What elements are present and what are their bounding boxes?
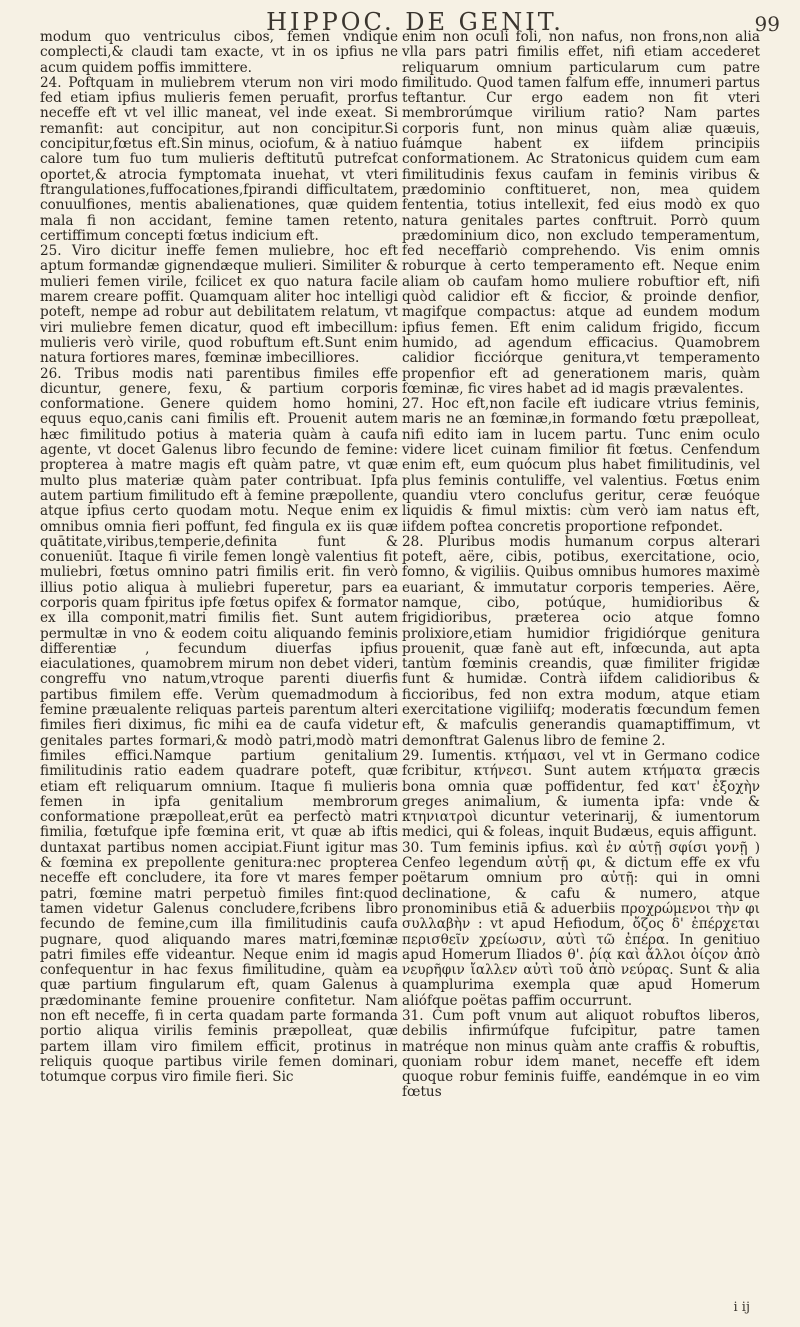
paragraph: 27. Hoc eft,non facile eft iudicare vtrius feminis, maris ne an fœminæ,in formando fœtu præpolleat, nifi edito iam in lucem partu. Tunc enim oculo videre licet cuinam fimilior fit fœtus. Cenfendum enim eft, eum quócum plus habet fimilitudinis, vel plus feminis contuliffe, vel valentius. Fœtus enim quandiu vtero conclufus geritur, ceræ feuóque liquidis & fimul mixtis: cùm verò iam natus eft, iifdem poftea concretis proportione refpondet. bbox=[402, 396, 760, 535]
page-number: 99 bbox=[754, 12, 780, 36]
left-column bbox=[40, 30, 398, 1085]
paragraph: 31. Cum poft vnum aut aliquot robuftos liberos, debilis infirmúfque fufcipitur, patre tamen matréque non minus quàm ante craffis & robuftis, quoniam robur idem manet, neceffe eft idem quoque robur feminis fuiffe, eandémque in eo vim fœtus bbox=[402, 1008, 760, 1101]
paragraph: 25. Viro dicitur ineffe femen muliebre, hoc eft aptum formandæ gignendæque mulieri. Similiter & mulieri femen virile, fcilicet ex quo natura facile marem creare poffit. Quamquam aliter hoc intelligi poteft, nempe ad robur aut debilitatem relatum, vt viri muliebre femen dicatur, quod eft imbecillum: mulieris verò virile, quod robuftum eft.Sunt enim natura fortiores mares, fœminæ imbecilliores. bbox=[40, 243, 398, 367]
right-column bbox=[402, 30, 760, 1101]
paragraph: 28. Pluribus modis humanum corpus alterari poteft, aëre, cibis, potibus, exercitatione, ocio, fomno, & vigiliis. Quibus omnibus humores maximè euariant, & immutatur corporis temperies. Aëre, namque, cibo, potúque, humidioribus & frigidioribus, præterea ocio atque fomno prolixiore,etiam humidior frigidiórque genitura prouenit, quæ fanè aut eft, infœcunda, aut apta tantùm fœminis creandis, quæ fimiliter frigidæ funt & humidæ. Contrà iifdem calidioribus & ficcioribus, fed non extra modum, atque etiam exercitatione vigiliifq; moderatis fœcundum femen eft, & mafculis generandis quamaptiffimum, vt demonftrat Galenus libro de femine 2. bbox=[402, 533, 760, 749]
paragraph: 24. Poftquam in muliebrem vterum non viri modo fed etiam ipfius mulieris femen peruafit, prorfus neceffe eft vt vel illic maneat, vel inde exeat. Si remanfit: aut concipitur, aut non concipitur.Si concipitur,fœtus eft.Sin minus, ociofum, & à natiuo calore tum fuo tum mulieris deftitutū putrefcat oportet,& atrocia fymptomata inuehat, vt vteri ftrangulationes,fuffocationes,fpirandi difficultatem, conuulfiones, mentis abalienationes, quæ quidem mala fi non accidant, femine tamen retento, certiffimum concepti fœtus indicium eft. bbox=[40, 74, 398, 244]
signature-mark: i ij bbox=[733, 1300, 750, 1315]
running-title: HIPPOC. DE GENIT. bbox=[266, 8, 564, 36]
paragraph: modum quo ventriculus cibos, femen vndique complecti,& claudi tam exacte, vt in os ipfius ne acum quidem poffis immittere. bbox=[40, 29, 398, 76]
paragraph: 30. Tum feminis ipfius. καὶ ἐν αὐτῇ σφίσι γονῇ ) Cenfeo legendum αὐτῇ φι, & dictum effe ex vfu poëtarum omnium pro αὐτῇ: qui in omni declinatione, & cafu & numero, atque pronominibus etiā & aduerbiis προχρώμενοι τὴν φι συλλαβὴν : vt apud Hefiodum, ὄζος δ' ἐπέρχεται περισθεῖν χρείωσιν, αὐτὶ τῶ ἐπέρα. In genitiuo apud Homerum Iliados θ'. ῥίᾳ καὶ ἄλλοι ὀίςον ἀπὸ νευρῆφιν ἴαλλεν αὐτὶ τοῦ ἀπὸ νεύρας. Sunt & alia quamplurima exempla quæ apud Homerum aliófque poëtas paffim occurrunt. bbox=[402, 839, 760, 1009]
paragraph: enim non oculi foli, non nafus, non frons,non alia vlla pars patri fimilis effet, nifi etiam accederet reliquarum omnium particularum cum patre fimilitudo. Quod tamen falfum effe, innumeri partus teftantur. Cur ergo eadem non fit vteri membrorúmque virilium ratio? Nam partes corporis funt, non minus quàm aliæ quæuis, fuámque habent ex iifdem principiis conformationem. Ac Stratonicus quidem cum eam fimilitudinis fexus caufam in feminis viribus & prædominio conftitueret, non, mea quidem fententia, totius intellexit, fed eius modò ex quo natura genitales partes conftruit. Porrò quum prædominium dico, non excludo temperamentum, fed neceffariò comprehendo. Vis enim omnis roburque à certo temperamento eft. Neque enim aliam ob caufam homo muliere robuftior eft, nifi quòd calidior eft & ficcior, & proinde denfior, magifque compactus: atque ad eundem modum ipfius femen. Eft enim calidum frigido, ficcum humido, ad agendum efficacius. Quamobrem calidior ficciórque genitura,vt temperamento propenfior eft ad generationem maris, quàm fœminæ, fic vires habet ad id magis prævalentes. bbox=[402, 29, 760, 397]
paragraph: 26. Tribus modis nati parentibus fimiles effe dicuntur, genere, fexu, & partium corporis conformatione. Genere quidem homo homini, equus equo,canis cani fimilis eft. Prouenit autem hæc fimilitudo potius à materia quàm à caufa agente, vt docet Galenus libro fecundo de femine: propterea à matre magis eft quàm patre, vt quæ multo plus materiæ quàm pater contribuat. Ipfa autem partium fimilitudo eft à femine præpollente, atque ipfius certo quodam motu. Neque enim ex omnibus omnia fieri poffunt, fed fingula ex iis quæ quātitate,viribus,temperie,definita funt & conueniūt. Itaque fi virile femen longè valentius fit muliebri, fœtus omnino patri fimilis erit. fin verò illius potio aliqua à muliebri fuperetur, pars ea corporis quam fpiritus ipfe fœtus opifex & formator ex illa componit,matri fimilis fiet. Sunt autem permultæ in vno & eodem coitu aliquando feminis differentiæ , fecundum diuerfas ipfius eiaculationes, quamobrem mirum non debet videri, congreffu vno natum,vtroque parenti diuerfis partibus fimilem effe. Verùm quemadmodum à femine præualente reliquas parteis parentum alteri fimiles fieri diximus, fic mihi ea de caufa videtur genitales partes formari,& modò patri,modò matri fimiles effici.Namque partium genitalium fimilitudinis ratio eadem quadrare poteft, quæ etiam eft reliquarum omnium. Itaque fi mulieris femen in ipfa genitalium membrorum conformatione præpolleat,erūt ea perfectò matri fimilia, fœtufque ipfe fœmina erit, vt quæ ab iftis duntaxat partibus nomen accipiat.Fiunt igitur mas & fœmina ex prepollente genitura:nec propterea neceffe eft concludere, ita fore vt mares femper patri, fœmine matri perpetuò fimiles fint:quod tamen videtur Galenus concludere,fcribens libro fecundo de femine,cum illa fimilitudinis caufa pugnare, quod aliquando mares matri,fœminæ patri fimiles effe videantur. Neque enim id magis confequentur in hac fexus fimilitudine, quàm ea quæ partium fingularum eft, quam Galenus à prædominante femine prouenire confitetur. Nam non eft neceffe, fi in certa quadam parte formanda portio aliqua virilis feminis præpolleat, quæ partem illam viro fimilem efficit, protinus in reliquis quoque partibus virile femen dominari, totumque corpus viro fimile fieri. Sic bbox=[40, 365, 398, 1086]
paragraph: 29. Iumentis. κτήμασι, vel vt in Germano codice fcribitur, κτήνεσι. Sunt autem κτήματα græcis bona omnia quæ poffidentur, fed κατ' ἐξοχὴν greges animalium, & iumenta ipfa: vnde & κτηνιατροὶ dicuntur veterinarij, & iumentorum medici, qui & foleas, inquit Budæus, equis affigunt. bbox=[402, 747, 760, 841]
